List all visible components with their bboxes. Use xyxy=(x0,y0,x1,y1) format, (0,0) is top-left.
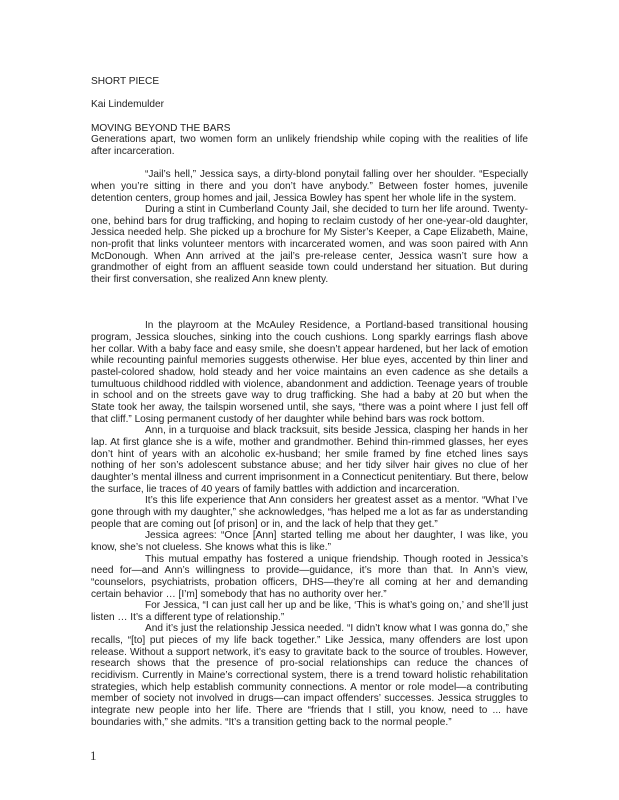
paragraph: For Jessica, “I can just call her up and be like, ‘This is what’s going on,’ and she’ll just listen … It’s a different type of relationship.” xyxy=(91,600,528,623)
spacer xyxy=(91,158,528,170)
paragraph: In the playroom at the McAuley Residence, a Portland-based transitional housing program, Jessica slouches, sinking into the couch cushions. Long sparkly earrings flash above her collar. With a baby face and easy smile, she doesn’t appear hardened, but her lack of emotion while recounting painful memories suggests otherwise. Her blue eyes, accented by thin liner and pastel-colored shadow, hold steady and her voice maintains an even cadence as she details a tumultuous childhood riddled with violence, abandonment and addiction. Teenage years of trouble in school and on the streets gave way to drug trafficking. She had a baby at 20 but when the State took her away, the tailspin worsened until, she says, “there was a point where I just fell off that cliff.” Losing permanent custody of her daughter while behind bars was rock bottom. xyxy=(91,320,528,425)
document-page xyxy=(91,76,528,728)
paragraph: During a stint in Cumberland County Jail, she decided to turn her life around. Twenty-one, behind bars for drug trafficking, and hoping to reclaim custody of her one-year-old daughter, Jessica needed help. She picked up a brochure for My Sister’s Keeper, a Cape Elizabeth, Maine, non-profit that links volunteer mentors with incarcerated women, and was soon paired with Ann McDonough. When Ann arrived at the jail’s pre-release center, Jessica wasn’t sure how a grandmother of eight from an affluent seaside town could understand her situation. But during their first conversation, she realized Ann knew plenty. xyxy=(91,204,528,286)
article-subtitle: Generations apart, two women form an unlikely friendship while coping with the realities of life after incarceration. xyxy=(91,134,528,157)
spacer xyxy=(91,111,528,123)
paragraph: It’s this life experience that Ann considers her greatest asset as a mentor. “What I’ve gone through with my daughter,” she acknowledges, “has helped me a lot as far as understanding people that are coming out [of prison] or in, and the lack of help that they get.” xyxy=(91,495,528,530)
page-number: 1 xyxy=(90,748,97,763)
paragraph: Ann, in a turquoise and black tracksuit, sits beside Jessica, clasping her hands in her lap. At first glance she is a wife, mother and grandmother. Behind thin-rimmed glasses, her eyes don’t hint of years with an alcoholic ex-husband; her smile framed by fine etched lines says nothing of her son’s adolescent substance abuse; and her tidy silver hair gives no clue of her daughter’s mental illness and current imprisonment in a Connecticut penitentiary. But there, below the surface, lie traces of 40 years of family battles with addiction and incarceration. xyxy=(91,425,528,495)
paragraph: Jessica agrees: “Once [Ann] started telling me about her daughter, I was like, you know, she’s not clueless. She knows what this is like.” xyxy=(91,530,528,553)
spacer xyxy=(91,88,528,100)
spacer xyxy=(91,309,528,321)
paragraph: This mutual empathy has fostered a unique friendship. Though rooted in Jessica’s need for—and Ann’s willingness to provide—guidance, it’s more than that. In Ann’s view, “counselors, psychiatrists, probation officers, DHS—they’re all coming at her and demanding certain behavior … [I’m] somebody that has no authority over her.” xyxy=(91,553,528,600)
paragraph: And it’s just the relationship Jessica needed. “I didn’t know what I was gonna do,” she recalls, “[to] put pieces of my life back together.” Like Jessica, many offenders are lost upon release. Without a support network, it’s easy to gravitate back to the source of troubles. However, research shows that the presence of pro-social relationships can reduce the chances of recidivism. Currently in Maine’s correctional system, there is a trend toward holistic rehabilitation strategies, which help establish community connections. A mentor or role model—a contributing member of society not involved in drugs—can impact offenders’ successes. Jessica struggles to integrate new people into her life. There are “friends that I still, you know, need to ... have boundaries with,” she admits. “It’s a transition getting back to the normal people.” xyxy=(91,623,528,728)
section-label: SHORT PIECE xyxy=(91,76,160,87)
author-name: Kai Lindemulder xyxy=(91,99,164,111)
article-title: MOVING BEYOND THE BARS xyxy=(91,122,231,134)
section-break xyxy=(91,286,528,309)
paragraph: “Jail’s hell,” Jessica says, a dirty-blond ponytail falling over her shoulder. “Especially when you’re sitting in there and you don’t have anybody.” Between foster homes, juvenile detention centers, group homes and jail, Jessica Bowley has spent her whole life in the system. xyxy=(91,169,528,204)
